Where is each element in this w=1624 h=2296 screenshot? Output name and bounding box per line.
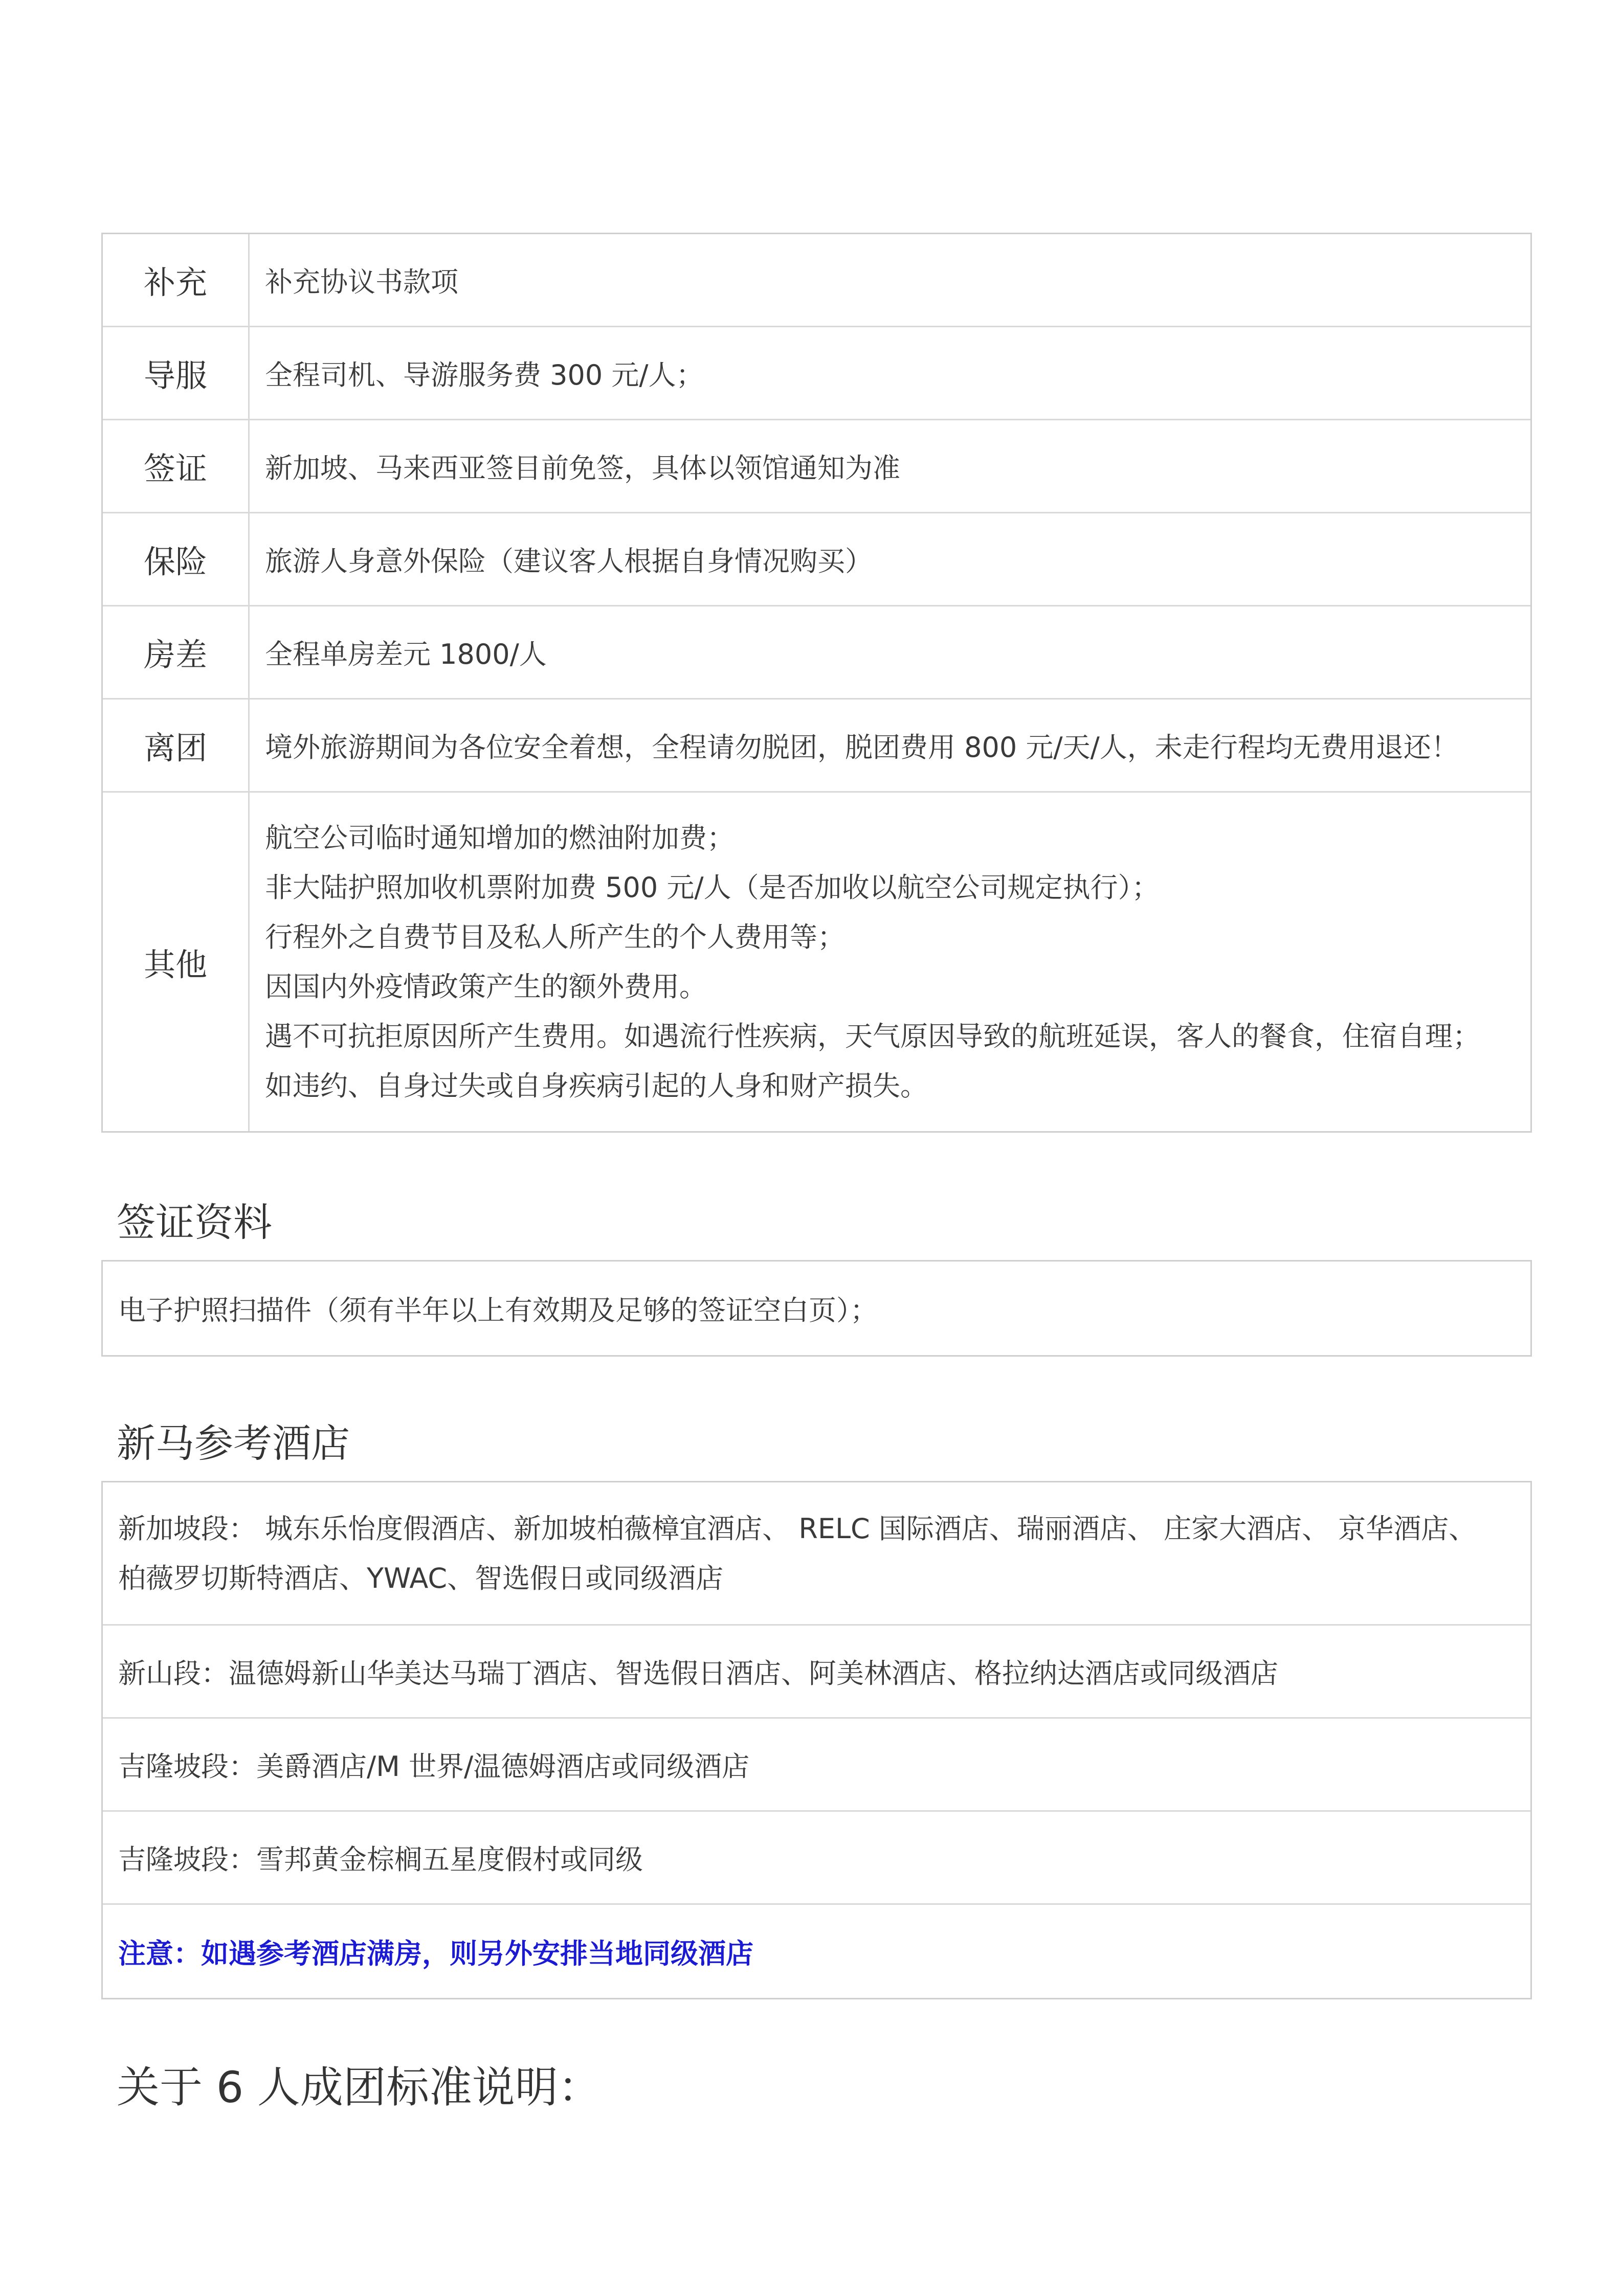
row-label: 导服 bbox=[103, 327, 250, 419]
row-label: 其他 bbox=[103, 793, 250, 1131]
hotel-cell bbox=[103, 1482, 1476, 1624]
row-value: 全程单房差元 1800/人 bbox=[265, 638, 547, 670]
table-row bbox=[103, 420, 1530, 513]
table-row bbox=[103, 793, 1530, 1131]
table-row bbox=[103, 606, 1530, 700]
table-row bbox=[103, 234, 1530, 327]
list-item: 航空公司临时通知增加的燃油附加费； bbox=[265, 822, 735, 854]
table-row bbox=[103, 1719, 1530, 1812]
table-row bbox=[103, 513, 1530, 606]
list-item: 因国内外疫情政策产生的额外费用。 bbox=[265, 971, 707, 1003]
table-row bbox=[103, 1262, 1530, 1355]
row-label: 离团 bbox=[103, 700, 250, 791]
table-row bbox=[103, 1626, 1530, 1719]
visa-item: 电子护照扫描件（须有半年以上有效期及足够的签证空白页）； bbox=[118, 1294, 878, 1326]
row-label: 补充 bbox=[103, 234, 250, 326]
hotel-heading: 新马参考酒店 bbox=[117, 1421, 350, 1466]
row-label: 签证 bbox=[103, 420, 250, 512]
list-item: 非大陆护照加收机票附加费 500 元/人（是否加收以航空公司规定执行）； bbox=[265, 871, 1160, 904]
table-row bbox=[103, 1482, 1530, 1626]
visa-table bbox=[101, 1260, 1532, 1357]
list-item: 行程外之自费节目及私人所产生的个人费用等； bbox=[265, 921, 845, 953]
hotel-table bbox=[101, 1481, 1532, 1999]
group-standard-heading: 关于 6 人成团标准说明： bbox=[117, 2062, 601, 2112]
row-value: 新加坡、马来西亚签目前免签，具体以领馆通知为准 bbox=[265, 452, 900, 484]
table-row bbox=[103, 1905, 1530, 1998]
row-value: 境外旅游期间为各位安全着想，全程请勿脱团，脱团费用 800 元/天/人，未走行程均无费用退还！ bbox=[265, 731, 1459, 763]
table-row bbox=[103, 327, 1530, 420]
hotel-cell: 吉隆坡段：雪邦黄金棕榈五星度假村或同级 bbox=[118, 1843, 643, 1876]
hotel-note: 注意：如遇参考酒店满房，则另外安排当地同级酒店 bbox=[118, 1937, 753, 1970]
row-value: 旅游人身意外保险（建议客人根据自身情况购买） bbox=[265, 545, 873, 577]
row-value: 补充协议书款项 bbox=[265, 266, 458, 298]
hotel-line: 新加坡段： 城东乐怡度假酒店、新加坡柏薇樟宜酒店、 RELC 国际酒店、瑞丽酒店、 庄家大酒店、 京华酒店、 bbox=[118, 1512, 1477, 1545]
table-row bbox=[103, 700, 1530, 793]
row-value-list bbox=[250, 793, 1530, 1131]
hotel-cell: 吉隆坡段：美爵酒店/M 世界/温德姆酒店或同级酒店 bbox=[118, 1750, 750, 1783]
list-item: 遇不可抗拒原因所产生费用。如遇流行性疾病，天气原因导致的航班延误，客人的餐食，住宿自理； bbox=[265, 1020, 1480, 1052]
hotel-line: 柏薇罗切斯特酒店、YWAC、智选假日或同级酒店 bbox=[118, 1562, 724, 1594]
row-value: 全程司机、导游服务费 300 元/人； bbox=[265, 359, 704, 391]
terms-table bbox=[101, 233, 1532, 1133]
visa-heading: 签证资料 bbox=[117, 1200, 272, 1245]
table-row bbox=[103, 1812, 1530, 1905]
list-item: 如违约、自身过失或自身疾病引起的人身和财产损失。 bbox=[265, 1070, 928, 1102]
row-label: 保险 bbox=[103, 513, 250, 605]
row-label: 房差 bbox=[103, 606, 250, 698]
hotel-cell: 新山段：温德姆新山华美达马瑞丁酒店、智选假日酒店、阿美林酒店、格拉纳达酒店或同级酒店 bbox=[118, 1657, 1278, 1690]
